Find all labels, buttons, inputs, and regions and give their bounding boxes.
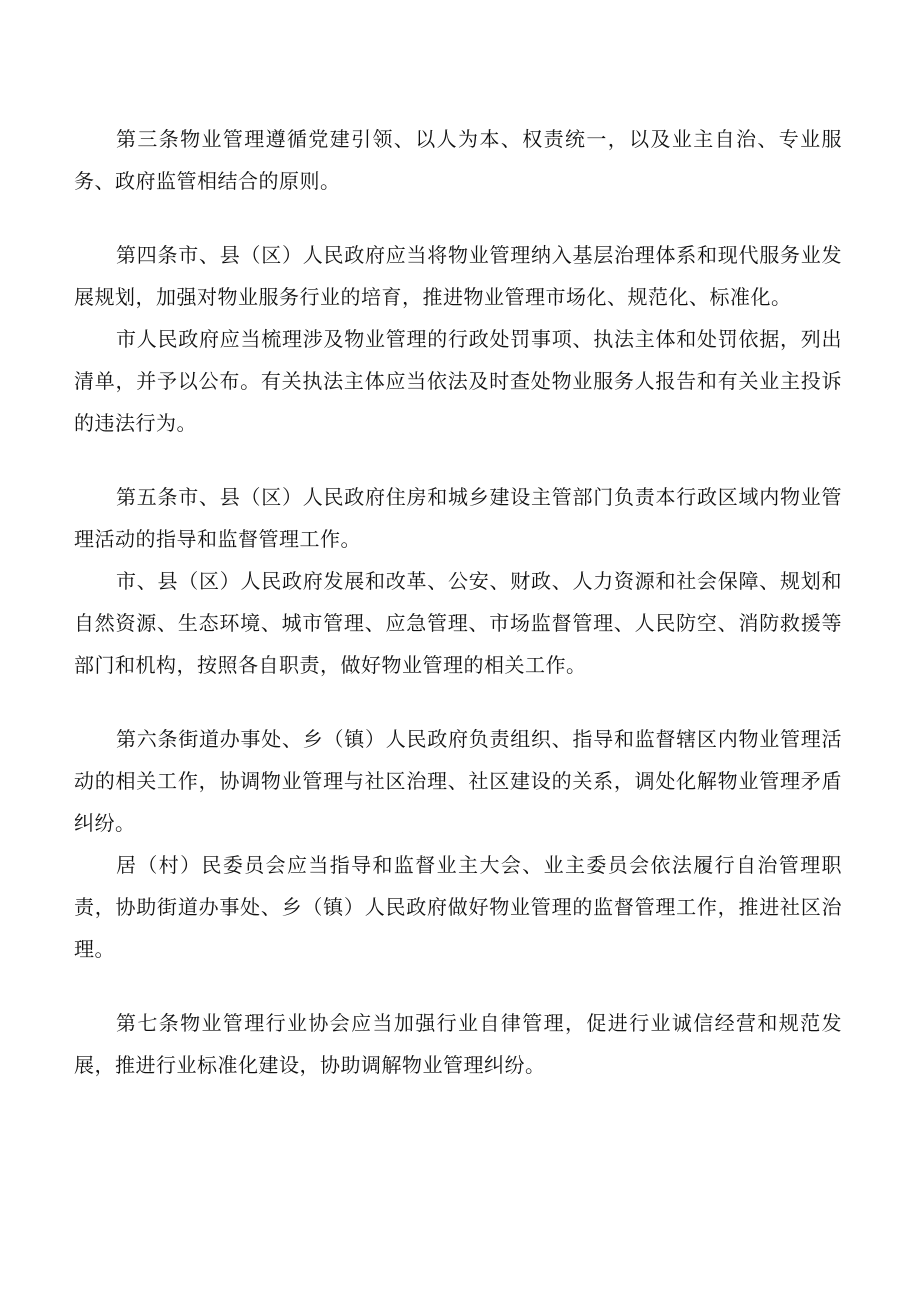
article-4 xyxy=(74,234,842,444)
article-6 xyxy=(74,718,842,970)
article-3-paragraph-1: 第三条物业管理遵循党建引领、以人为本、权责统一，以及业主自治、专业服务、政府监管相结合的原则。 xyxy=(74,127,842,193)
article-3 xyxy=(74,118,842,202)
document-body xyxy=(74,118,842,1086)
article-7-paragraph-1: 第七条物业管理行业协会应当加强行业自律管理，促进行业诚信经营和规范发展，推进行业标准化建设，协助调解物业管理纠纷。 xyxy=(74,1011,842,1077)
article-6-paragraph-2: 居（村）民委员会应当指导和监督业主大会、业主委员会依法履行自治管理职责，协助街道办事处、乡（镇）人民政府做好物业管理的监督管理工作，推进社区治理。 xyxy=(74,853,842,961)
article-7 xyxy=(74,1002,842,1086)
article-5-paragraph-2: 市、县（区）人民政府发展和改革、公安、财政、人力资源和社会保障、规划和自然资源、生态环境、城市管理、应急管理、市场监督管理、人民防空、消防救援等部门和机构，按照各自职责，做好物业管理的相关工作。 xyxy=(74,569,842,677)
article-5-paragraph-1: 第五条市、县（区）人民政府住房和城乡建设主管部门负责本行政区域内物业管理活动的指导和监督管理工作。 xyxy=(74,485,842,551)
article-4-paragraph-1: 第四条市、县（区）人民政府应当将物业管理纳入基层治理体系和现代服务业发展规划，加强对物业服务行业的培育，推进物业管理市场化、规范化、标准化。 xyxy=(74,243,842,309)
article-5 xyxy=(74,476,842,686)
article-6-paragraph-1: 第六条街道办事处、乡（镇）人民政府负责组织、指导和监督辖区内物业管理活动的相关工作，协调物业管理与社区治理、社区建设的关系，调处化解物业管理矛盾纠纷。 xyxy=(74,727,842,835)
article-4-paragraph-2: 市人民政府应当梳理涉及物业管理的行政处罚事项、执法主体和处罚依据，列出清单，并予以公布。有关执法主体应当依法及时查处物业服务人报告和有关业主投诉的违法行为。 xyxy=(74,327,842,435)
